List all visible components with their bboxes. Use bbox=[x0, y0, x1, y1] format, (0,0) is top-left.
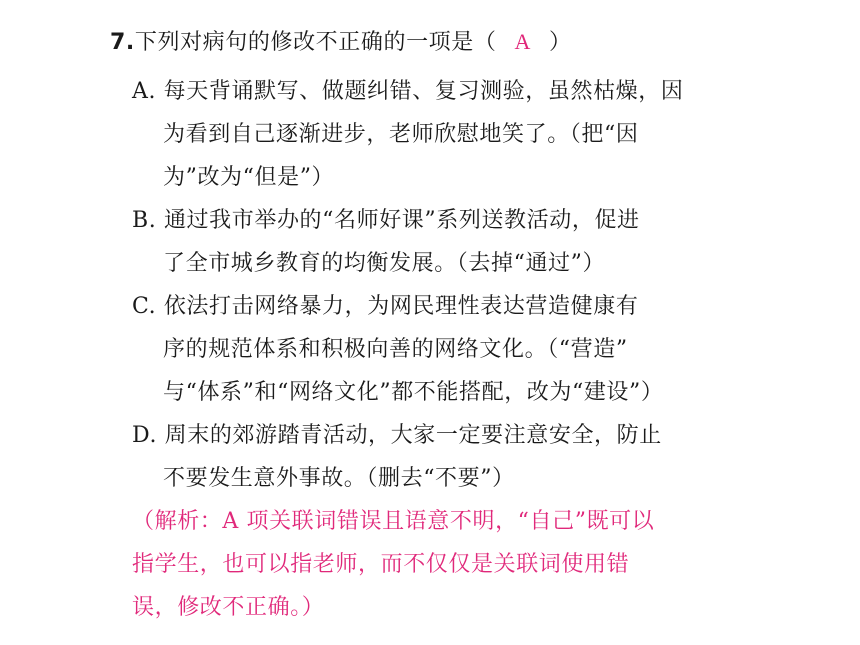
option-d-line-1: D. 周末的郊游踏青活动，大家一定要注意安全，防止 bbox=[132, 423, 662, 448]
analysis-line-1: （解析：A 项关联词错误且语意不明，“自己”既可以 bbox=[132, 509, 655, 534]
analysis-line-2: 指学生，也可以指老师，而不仅仅是关联词使用错 bbox=[132, 552, 630, 577]
option-c-line-2: 序的规范体系和积极向善的网络文化。（“营造” bbox=[163, 337, 628, 362]
option-b-line-1: B. 通过我市举办的“名师好课”系列送教活动，促进 bbox=[132, 208, 640, 233]
option-b-line-2: 了全市城乡教育的均衡发展。（去掉“通过”） bbox=[163, 251, 606, 276]
option-c-line-3: 与“体系”和“网络文化”都不能搭配，改为“建设”） bbox=[163, 380, 664, 405]
question-stem bbox=[110, 27, 572, 58]
option-c-line-1: C. 依法打击网络暴力，为网民理性表达营造健康有 bbox=[132, 294, 639, 319]
option-a-line-1: A. 每天背诵默写、做题纠错、复习测验，虽然枯燥，因 bbox=[132, 79, 684, 104]
option-a-line-3: 为”改为“但是”） bbox=[163, 165, 335, 190]
answer-value: A bbox=[514, 29, 531, 54]
analysis-line-3: 误，修改不正确。） bbox=[132, 595, 325, 620]
question-stem-text: 下列对病句的修改不正确的一项是（ bbox=[134, 30, 497, 55]
option-d-line-2: 不要发生意外事故。（删去“不要”） bbox=[163, 466, 515, 491]
question-number: 7. bbox=[110, 30, 135, 55]
option-a-line-2: 为看到自己逐渐进步，老师欣慰地笑了。（把“因 bbox=[163, 122, 639, 147]
question-stem-close: ） bbox=[548, 30, 572, 55]
